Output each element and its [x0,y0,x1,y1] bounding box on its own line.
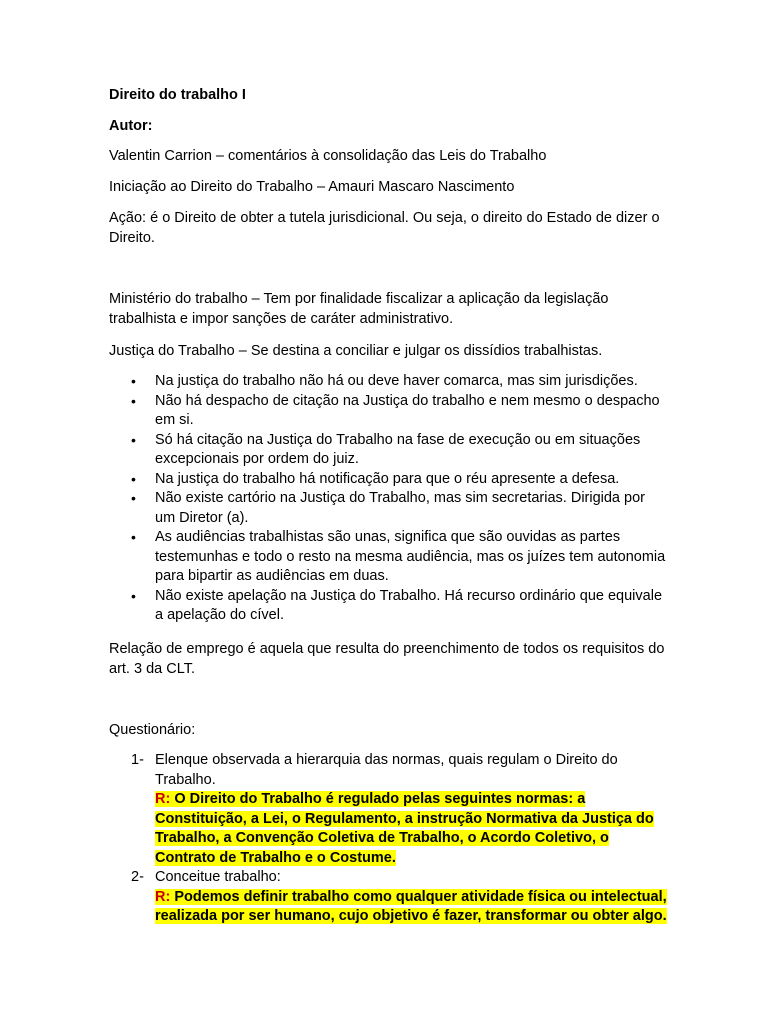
question-number: 2- [131,869,144,885]
paragraph-ministerio: Ministério do trabalho – Tem por finalidade fiscalizar a aplicação da legislação trabalhista e impor sanções de caráter administrativo. [109,291,609,327]
questionario-heading: Questionário: [109,722,196,738]
question-text: Elenque observada a hierarquia das normas, quais regulam o Direito do Trabalho. [155,752,618,788]
question-number: 1- [131,752,144,768]
list-item-text: Na justiça do trabalho não há ou deve haver comarca, mas sim jurisdições. [155,373,638,389]
list-item-text: Não existe apelação na Justiça do Trabalho. Há recurso ordinário que equivale a apelação do cível. [155,587,663,623]
paragraph-relacao-emprego: Relação de emprego é aquela que resulta do preenchimento de todos os requisitos do art. 3 da CLT. [109,641,665,677]
bullet-icon: • [131,490,136,506]
paragraph-carrion: Valentin Carrion – comentários à consolidação das Leis do Trabalho [109,148,547,164]
question-list [109,751,669,927]
bullet-icon: • [131,392,136,409]
bullet-icon: • [131,587,136,604]
bullet-icon: • [131,529,136,545]
bullet-list [109,372,669,626]
list-item [109,489,669,528]
list-item [109,431,669,470]
list-item-text: Na justiça do trabalho há notificação para que o réu apresente a defesa. [155,470,620,487]
question-text: Conceitue trabalho: [155,869,281,885]
paragraph-justica: Justiça do Trabalho – Se destina a conciliar e julgar os dissídios trabalhistas. [109,343,603,359]
list-item-text: As audiências trabalhistas são unas, significa que são ouvidas as partes testemunhas e todo o resto na mesma audiência, mas os juízes tem autonomia para bipartir as audiências em duas. [155,529,666,584]
answer-highlight [155,791,654,866]
list-item-text: Não há despacho de citação na Justiça do trabalho e nem mesmo o despacho em si. [155,392,660,428]
list-item [109,392,669,431]
autor-label: Autor: [109,118,153,134]
question-item [109,751,669,868]
answer-label: R: [155,791,171,807]
list-item [109,372,669,392]
bullet-icon: • [131,470,136,487]
list-item-text: Não existe cartório na Justiça do Trabalho, mas sim secretarias. Dirigida por um Diretor (a). [155,490,645,526]
document-title: Direito do trabalho I [109,87,246,103]
bullet-icon: • [131,373,136,389]
list-item [109,470,669,490]
answer-text: Podemos definir trabalho como qualquer atividade física ou intelectual, realizada por ser humano, cujo objetivo é fazer, transformar ou obter algo. [155,888,667,924]
list-item-text: Só há citação na Justiça do Trabalho na fase de execução ou em situações excepcionais por ordem do juiz. [155,431,641,467]
answer-label: R: [155,888,171,905]
paragraph-acao: Ação: é o Direito de obter a tutela jurisdicional. Ou seja, o direito do Estado de dizer o Direito. [109,210,660,246]
bullet-icon: • [131,431,136,448]
list-item [109,587,669,626]
answer-text: O Direito do Trabalho é regulado pelas seguintes normas: a Constituição, a Lei, o Regulamento, a instrução Normativa da Justiça do Trabalho, a Convenção Coletiva de Trabalho, o Acordo Coletivo, o Contrato de Trabalho e o Costume. [155,791,654,866]
question-item [109,868,669,927]
list-item [109,528,669,587]
answer-highlight [155,889,667,925]
paragraph-nascimento: Iniciação ao Direito do Trabalho – Amauri Mascaro Nascimento [109,179,515,195]
